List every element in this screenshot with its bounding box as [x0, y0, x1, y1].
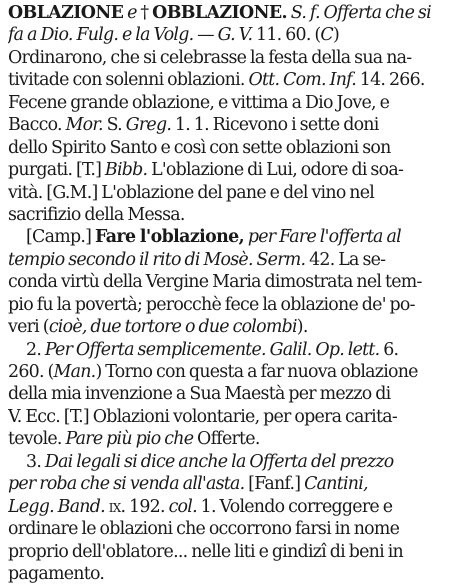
text-run: 42. La se-	[305, 249, 386, 270]
entry-line	[8, 2, 460, 24]
text-run: pio fu la povertà; perocchè fece la oblazione de' po-	[8, 294, 415, 315]
text-run: . 192.	[120, 496, 169, 517]
text-run: tivitade con solenni oblazioni.	[8, 70, 249, 91]
text-run: Fecene grande oblazione, e vittima a Dio Jove, e	[8, 92, 390, 113]
italic-text: col.	[168, 496, 197, 517]
entry-line	[8, 496, 460, 518]
entry-line	[8, 271, 460, 293]
entry-line	[8, 47, 460, 69]
entry-line	[8, 226, 460, 248]
text-run: S.	[102, 115, 126, 136]
text-run: )	[332, 25, 340, 46]
italic-text: Greg.	[125, 115, 172, 136]
small-caps-text: ix	[108, 496, 121, 517]
italic-text: fa a Dio. Fulg. e la Volg.	[8, 25, 194, 46]
text-run: 1. 1. Ricevono i sette doni	[171, 115, 379, 136]
italic-text: e	[127, 3, 137, 23]
italic-text: Legg. Band.	[8, 496, 105, 517]
entry-line	[8, 563, 460, 585]
text-run: Offerte.	[193, 429, 260, 450]
text-run: 2.	[26, 339, 45, 360]
text-run: sacrifizio della Messa.	[8, 204, 185, 225]
entry-line	[8, 428, 460, 450]
text-run: veri (	[8, 317, 49, 338]
text-run: 6.	[379, 339, 399, 360]
entry-line	[8, 69, 460, 91]
italic-text: cioè, due tortore o due colombi	[48, 317, 297, 338]
text-run: ordinare le oblazioni che occorrono farsi in nome	[8, 519, 400, 540]
text-run: L'oblazione di Lui, odore di soa-	[147, 160, 404, 181]
text-run: conda virtù della Vergine Maria dimostrata nel tem-	[8, 272, 422, 293]
text-run: †	[136, 3, 153, 23]
text-run: della mia invenzione a Sua Maestà per mezzo di	[8, 384, 391, 405]
text-run: ).	[296, 317, 308, 338]
italic-text: Pare più pio che	[65, 429, 194, 450]
entry-line	[8, 92, 460, 114]
italic-text: Man.	[53, 362, 96, 382]
italic-text: C	[320, 25, 333, 46]
text-run: ) Torno con questa a far nuova oblazione	[95, 362, 418, 382]
text-run: proprio dell'oblatore... nelle liti e gindizî di beni in	[8, 541, 403, 562]
italic-text: Mor.	[65, 115, 103, 136]
entry-line	[8, 294, 460, 316]
text-run: 14. 266.	[356, 70, 425, 91]
italic-text: Per Offerta semplicemente. Galil. Op. lett.	[44, 339, 380, 360]
text-run: —	[193, 25, 218, 46]
italic-text: per roba che si venda all'asta.	[8, 474, 245, 495]
text-run: [Camp.]	[26, 227, 95, 248]
headword: OBLAZIONE	[8, 3, 124, 23]
entry-line	[8, 383, 460, 405]
headword: OBBLAZIONE.	[152, 3, 288, 23]
headword: Fare l'oblazione,	[94, 227, 245, 248]
entry-line	[8, 249, 460, 271]
text-run: 260. (	[8, 362, 54, 382]
entry-line	[8, 406, 460, 428]
entry-line	[8, 204, 460, 226]
text-run: vità. [G.M.] L'oblazione del pane e del vino nel	[8, 182, 375, 203]
entry-line	[8, 114, 460, 136]
text-run: tevole.	[8, 429, 66, 450]
entry-line	[8, 518, 460, 540]
entry-line	[8, 451, 460, 473]
italic-text: Bibb.	[104, 160, 148, 181]
text-run: pagamento.	[8, 563, 105, 584]
text-run: 11. 60. (	[252, 25, 321, 46]
entry-line	[8, 24, 460, 46]
entry-line	[8, 541, 460, 563]
text-run: 1. Volendo correggere e	[196, 496, 393, 517]
text-run: purgati. [T.]	[8, 160, 105, 181]
italic-text: tempio secondo il rito di Mosè. Serm.	[8, 249, 306, 270]
entry-line	[8, 182, 460, 204]
text-run: 3.	[26, 451, 45, 472]
italic-text: G. V.	[217, 25, 253, 46]
entry-line	[8, 316, 460, 338]
text-run: dello Spirito Santo e così con sette oblazioni son	[8, 137, 391, 158]
italic-text: S. f. Offerta che si	[290, 3, 431, 23]
italic-text: Cantini,	[304, 474, 368, 495]
entry-line	[8, 361, 460, 383]
entry-line	[8, 473, 460, 495]
entry-line	[8, 339, 460, 361]
entry-line	[8, 159, 460, 181]
italic-text: per Fare l'offerta al	[247, 227, 401, 248]
text-run: V. Ecc. [T.] Oblazioni volontarie, per opera carita-	[8, 406, 397, 427]
entry-line	[8, 137, 460, 159]
text-run: Bacco.	[8, 115, 66, 136]
italic-text: Dai legali si dice anche la Offerta del prezzo	[44, 451, 394, 472]
text-run: Ordinarono, che si celebrasse la festa della sua na-	[8, 47, 412, 68]
text-run: [Fanf.]	[244, 474, 305, 495]
italic-text: Ott. Com. Inf.	[248, 70, 356, 91]
